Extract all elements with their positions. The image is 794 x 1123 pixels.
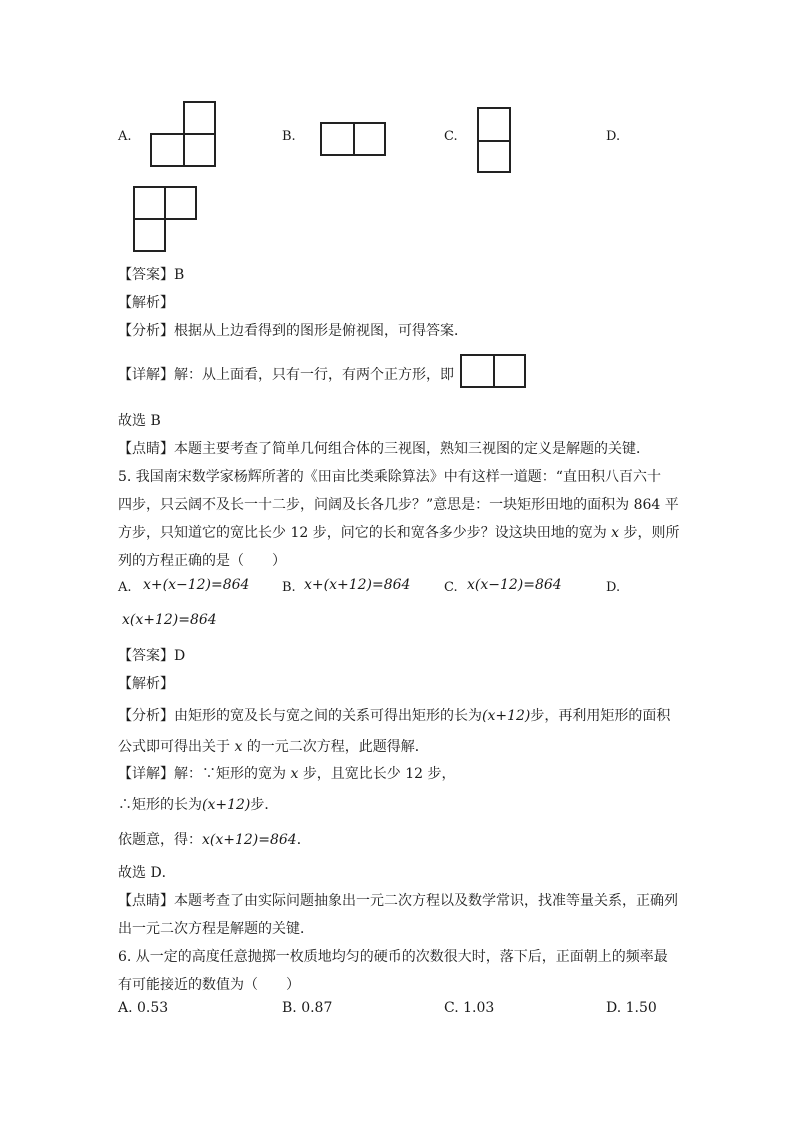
- q5-option-c: x(x−12)=864: [467, 577, 562, 593]
- q6-stem-line1: 6. 从一定的高度任意抛掷一枚质地均匀的硬币的次数很大时，落下后，正面朝上的频率最: [118, 949, 668, 965]
- q4-option-c-figure: [477, 107, 511, 173]
- q5-option-c-label: C.: [444, 580, 458, 595]
- q5-option-d: x(x+12)=864: [122, 612, 217, 628]
- q5-jiexi: 【解析】: [118, 676, 174, 692]
- q5-analysis-line1: 【分析】由矩形的宽及长与宽之间的关系可得出矩形的长为(x+12)步，再利用矩形的面积: [118, 708, 671, 724]
- q5-option-b: x+(x+12)=864: [304, 577, 411, 593]
- q4-option-a-label: A.: [118, 129, 132, 144]
- q4-detail-figure: [460, 354, 526, 388]
- q4-answer: 【答案】B: [118, 267, 185, 283]
- q6-option-a: A. 0.53: [118, 1000, 169, 1016]
- q6-option-d: D. 1.50: [606, 1000, 657, 1016]
- q4-jiexi: 【解析】: [118, 295, 174, 311]
- q5-option-a: x+(x−12)=864: [143, 577, 250, 593]
- q5-stem-line2: 四步，只云阔不及长一十二步，问阔及长各几步？”意思是：一块矩形田地的面积为 864 平: [118, 497, 679, 513]
- q5-option-a-label: A.: [118, 580, 132, 595]
- q4-option-d-label: D.: [606, 129, 621, 144]
- q5-analysis-line2: 公式即可得出关于 x 的一元二次方程，此题得解．: [118, 739, 429, 755]
- q5-detail-line3: 依题意，得：x(x+12)=864．: [118, 832, 311, 848]
- q4-option-b-label: B.: [282, 129, 296, 144]
- q4-conclusion: 故选 B: [118, 413, 161, 429]
- q4-comment: 【点睛】本题主要考查了简单几何组合体的三视图，熟知三视图的定义是解题的关键．: [118, 441, 650, 457]
- q4-option-a-figure: [150, 101, 216, 167]
- q6-stem-line2: 有可能接近的数值为（ ）: [118, 977, 300, 993]
- q4-option-c-label: C.: [444, 129, 458, 144]
- q4-detail: 【详解】解：从上面看，只有一行，有两个正方形，即: [118, 367, 454, 383]
- q4-option-b-figure: [320, 122, 386, 156]
- q5-stem-line3: 方步，只知道它的宽比长少 12 步，问它的长和宽各多少步？设这块田地的宽为 x 步，则所: [118, 525, 680, 541]
- q5-conclusion: 故选 D．: [118, 865, 176, 881]
- q5-answer: 【答案】D: [118, 648, 186, 664]
- q5-option-b-label: B.: [282, 580, 296, 595]
- q6-option-b: B. 0.87: [282, 1000, 333, 1016]
- q5-stem-line4: 列的方程正确的是（ ）: [118, 553, 286, 569]
- q4-option-d-figure: [133, 186, 197, 252]
- q5-detail-line1: 【详解】解：∵矩形的宽为 x 步，且宽比长少 12 步，: [118, 766, 456, 782]
- q5-comment-line1: 【点睛】本题考查了由实际问题抽象出一元二次方程以及数学常识，找准等量关系，正确列: [118, 893, 678, 909]
- q6-option-c: C. 1.03: [444, 1000, 495, 1016]
- q5-detail-line2: ∴矩形的长为(x+12)步．: [118, 797, 279, 813]
- q5-option-d-label: D.: [606, 580, 621, 595]
- q4-analysis: 【分析】根据从上边看得到的图形是俯视图，可得答案．: [118, 323, 468, 339]
- q5-comment-line2: 出一元二次方程是解题的关键．: [118, 921, 314, 937]
- q5-stem-line1: 5. 我国南宋数学家杨辉所著的《田亩比类乘除算法》中有这样一道题：“直田积八百六十: [118, 469, 661, 485]
